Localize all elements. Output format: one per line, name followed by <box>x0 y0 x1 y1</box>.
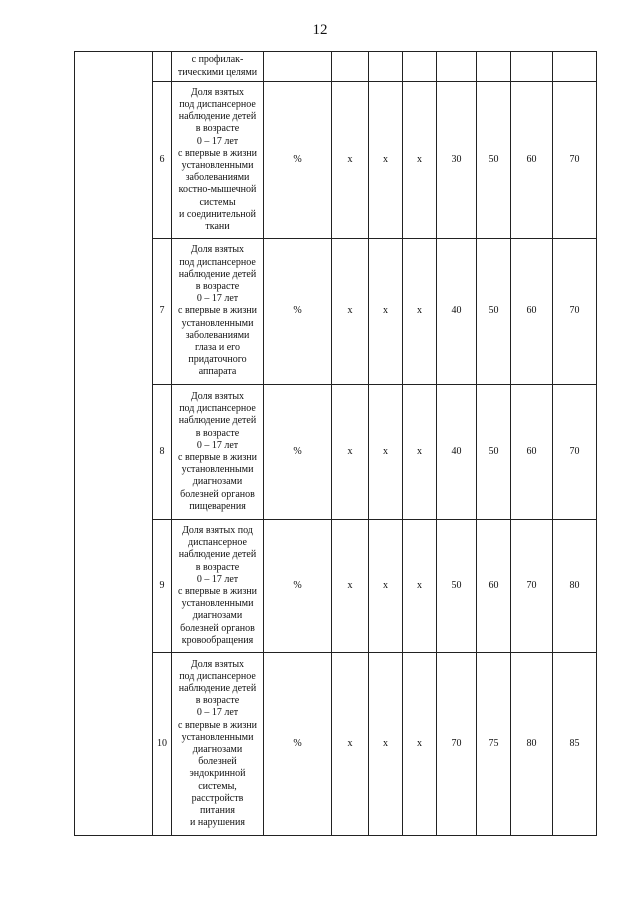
value-cell: х <box>403 82 437 239</box>
row-number-cell: 7 <box>153 239 172 385</box>
row-number-cell: 9 <box>153 520 172 653</box>
row-number-cell: 10 <box>153 653 172 836</box>
indicator-table <box>74 51 597 836</box>
value-cell: 40 <box>437 385 477 520</box>
value-cell: 70 <box>553 239 597 385</box>
value-cell: 80 <box>553 520 597 653</box>
table-row <box>75 82 597 239</box>
value-cell: х <box>403 653 437 836</box>
value-cell <box>437 52 477 82</box>
table-row <box>75 653 597 836</box>
value-cell: 50 <box>477 239 511 385</box>
value-cell <box>369 52 403 82</box>
value-cell <box>332 52 369 82</box>
table-row <box>75 239 597 385</box>
table-row <box>75 385 597 520</box>
value-cell: 70 <box>511 520 553 653</box>
value-cell: х <box>403 520 437 653</box>
value-cell: х <box>332 385 369 520</box>
value-cell <box>477 52 511 82</box>
value-cell: 70 <box>437 653 477 836</box>
value-cell: 70 <box>553 82 597 239</box>
indicator-name-cell: Доля взятых под диспансерное наблюдение детей в возрасте 0 – 17 лет с впервые в жизни установленными диагнозами болезней эндокринной системы, расстройств питания и нарушения <box>172 653 264 836</box>
value-cell: 75 <box>477 653 511 836</box>
value-cell: 60 <box>511 82 553 239</box>
value-cell <box>403 52 437 82</box>
value-cell: 85 <box>553 653 597 836</box>
value-cell: х <box>332 82 369 239</box>
value-cell: х <box>332 239 369 385</box>
row-number-cell: 8 <box>153 385 172 520</box>
unit-cell: % <box>264 385 332 520</box>
value-cell <box>511 52 553 82</box>
value-cell: х <box>369 520 403 653</box>
row-number-cell <box>153 52 172 82</box>
value-cell: 80 <box>511 653 553 836</box>
value-cell: 50 <box>477 82 511 239</box>
table-row <box>75 52 597 82</box>
indicator-name-cell: с профилак- тическими целями <box>172 52 264 82</box>
value-cell: х <box>369 82 403 239</box>
value-cell: 70 <box>553 385 597 520</box>
value-cell: х <box>332 520 369 653</box>
value-cell: х <box>332 653 369 836</box>
value-cell: х <box>369 385 403 520</box>
unit-cell: % <box>264 82 332 239</box>
value-cell: 40 <box>437 239 477 385</box>
indicator-name-cell: Доля взятых под диспансерное наблюдение детей в возрасте 0 – 17 лет с впервые в жизни установленными диагнозами болезней органов пищеварения <box>172 385 264 520</box>
value-cell: х <box>369 653 403 836</box>
indicator-name-cell: Доля взятых под диспансерное наблюдение детей в возрасте 0 – 17 лет с впервые в жизни установленными диагнозами болезней органов кровообращения <box>172 520 264 653</box>
value-cell <box>553 52 597 82</box>
value-cell: 50 <box>437 520 477 653</box>
page-number: 12 <box>312 22 328 38</box>
indicator-name-cell: Доля взятых под диспансерное наблюдение детей в возрасте 0 – 17 лет с впервые в жизни установленными заболеваниями глаза и его придаточного аппарата <box>172 239 264 385</box>
unit-cell <box>264 52 332 82</box>
value-cell: 60 <box>511 385 553 520</box>
value-cell: х <box>403 239 437 385</box>
value-cell: х <box>403 385 437 520</box>
value-cell: 60 <box>477 520 511 653</box>
row-number-cell: 6 <box>153 82 172 239</box>
value-cell: 60 <box>511 239 553 385</box>
table-row <box>75 520 597 653</box>
unit-cell: % <box>264 239 332 385</box>
indicator-name-cell: Доля взятых под диспансерное наблюдение детей в возрасте 0 – 17 лет с впервые в жизни установленными заболеваниями костно-мышечной системы и соединительной ткани <box>172 82 264 239</box>
value-cell: 50 <box>477 385 511 520</box>
merged-section-cell <box>75 52 153 836</box>
unit-cell: % <box>264 653 332 836</box>
value-cell: 30 <box>437 82 477 239</box>
value-cell: х <box>369 239 403 385</box>
unit-cell: % <box>264 520 332 653</box>
